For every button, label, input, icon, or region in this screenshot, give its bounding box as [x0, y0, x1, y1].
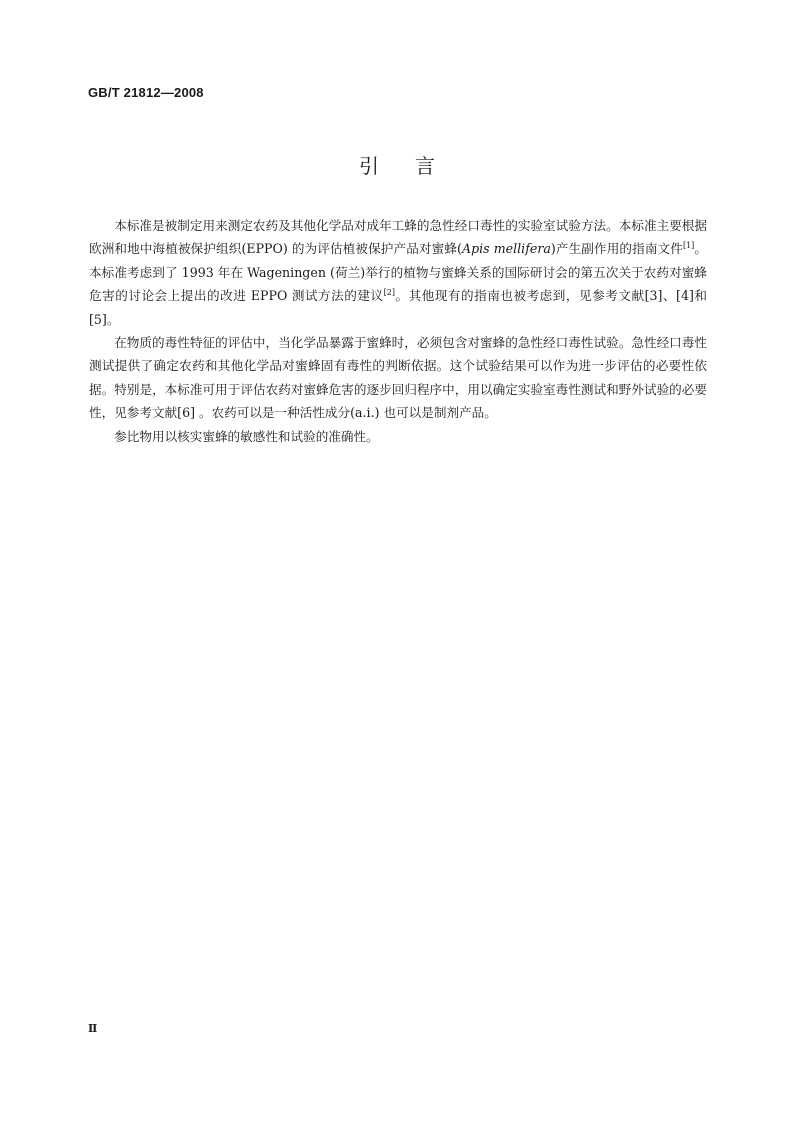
paragraph-1-text-a: 本标准是被制定用来测定农药及其他化学品对成年工蜂的急性经口毒性的实验室试验方法。本标准主要根据欧洲和地中海植被保护组织(EPPO) 的为评估植被保护产品对蜜蜂( [89, 218, 707, 257]
introduction-body [89, 214, 707, 448]
reference-1: [1] [682, 241, 695, 251]
paragraph-1-text-c: 。本标准考虑到了 1993 年在 Wageningen (荷兰)举行的植物与蜜蜂关系的国际研讨会的第五次关于农药对蜜蜂危害的讨论会上提出的改进 EPPO 测试方法的建议 [89, 241, 708, 304]
standard-code: GB/T 21812—2008 [88, 85, 204, 100]
paragraph-3: 参比物用以核实蜜蜂的敏感性和试验的准确性。 [114, 428, 379, 444]
reference-2: [2] [383, 288, 395, 298]
paragraph-1-text-b: )产生副作用的指南文件 [550, 241, 683, 257]
paragraph-2: 在物质的毒性特征的评估中，当化学品暴露于蜜蜂时，必须包含对蜜蜂的急性经口毒性试验。急性经口毒性测试提供了确定农药和其他化学品对蜜蜂固有毒性的判断依据。这个试验结果可以作为进一步评估的必要性依据。特别是，本标准可用于评估农药对蜜蜂危害的逐步回归程序中，用以确定实验室毒性测试和野外试验的必要性，见参考文献[6] 。农药可以是一种活性成分(a.i.) 也可以是制剂产品。 [89, 335, 707, 421]
paragraph-1-text-d: 。其他现有的指南也被考虑到，见参考文献[3]、[4]和[5]。 [89, 288, 707, 327]
page-number: Ⅱ [88, 1022, 98, 1035]
species-name: Apis mellifera [461, 241, 551, 257]
section-title: 引言 [359, 154, 471, 178]
paragraph-1 [89, 214, 707, 331]
